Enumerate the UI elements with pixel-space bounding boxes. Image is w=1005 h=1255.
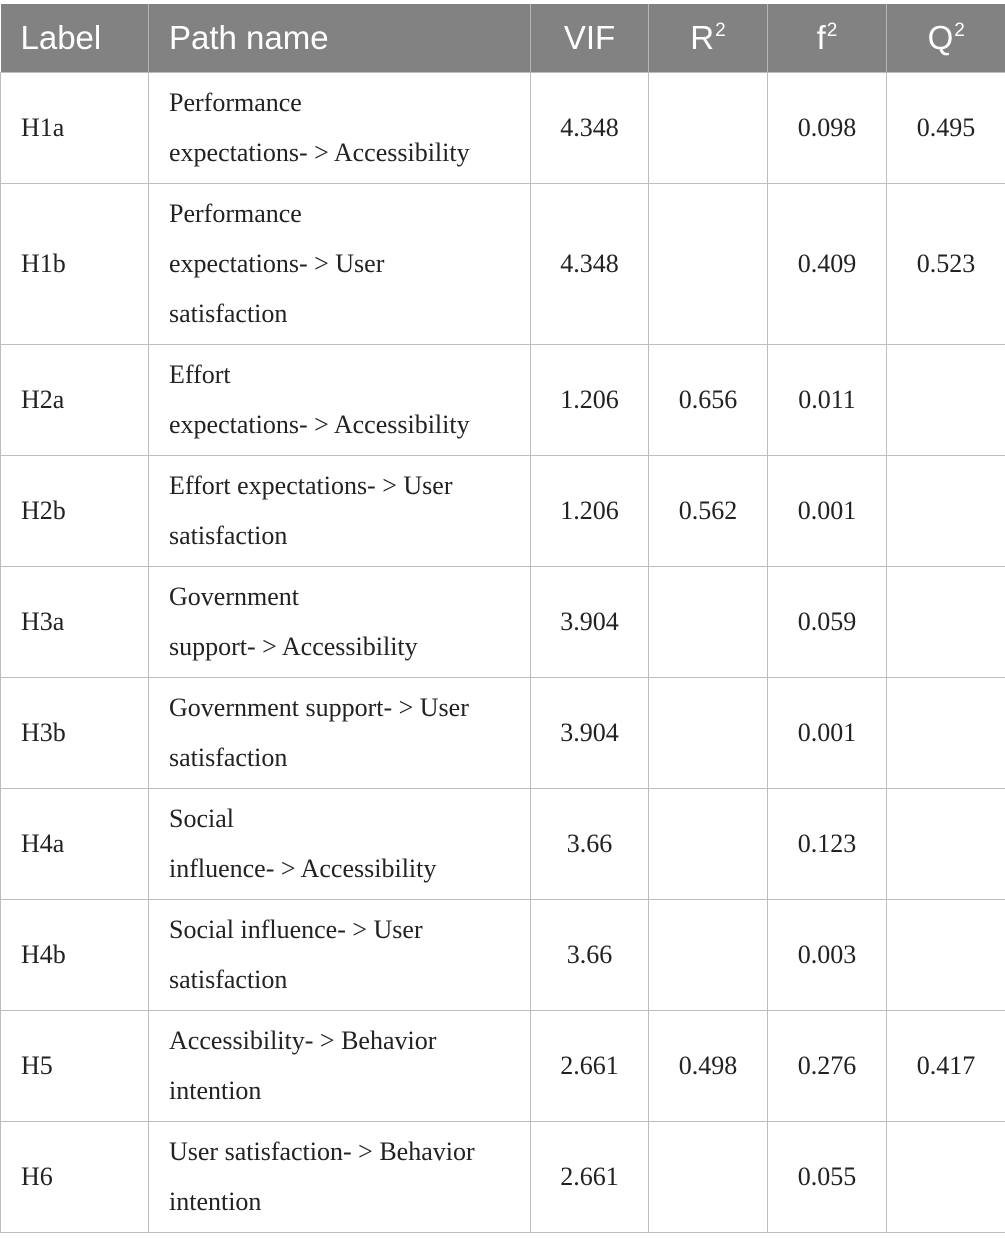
cell-vif: 3.904 bbox=[531, 677, 649, 788]
cell-f-squared: 0.011 bbox=[768, 344, 887, 455]
cell-r-squared bbox=[649, 566, 768, 677]
path-name-line: Government support- > User bbox=[169, 692, 469, 722]
cell-f-squared: 0.098 bbox=[768, 72, 887, 183]
table-row bbox=[1, 1121, 1005, 1232]
table-body bbox=[1, 72, 1005, 1232]
path-name-line: influence- > Accessibility bbox=[169, 853, 437, 883]
cell-f-squared: 0.001 bbox=[768, 455, 887, 566]
cell-path-name bbox=[149, 1121, 531, 1232]
cell-path-name bbox=[149, 566, 531, 677]
path-name-line: expectations- > Accessibility bbox=[169, 409, 470, 439]
table-row bbox=[1, 788, 1005, 899]
header-path-name: Path name bbox=[149, 4, 531, 72]
header-f-base: f bbox=[816, 18, 826, 56]
path-name-line: Effort expectations- > User bbox=[169, 470, 453, 500]
cell-vif: 3.66 bbox=[531, 788, 649, 899]
cell-vif: 2.661 bbox=[531, 1010, 649, 1121]
cell-f-squared: 0.003 bbox=[768, 899, 887, 1010]
table-row bbox=[1, 566, 1005, 677]
cell-f-squared: 0.409 bbox=[768, 183, 887, 344]
cell-label: H3a bbox=[1, 566, 149, 677]
cell-label: H4b bbox=[1, 899, 149, 1010]
path-name-line: satisfaction bbox=[169, 520, 288, 550]
header-f-superscript: 2 bbox=[826, 19, 838, 41]
cell-q-squared: 0.523 bbox=[887, 183, 1005, 344]
cell-vif: 3.904 bbox=[531, 566, 649, 677]
cell-q-squared bbox=[887, 788, 1005, 899]
cell-q-squared bbox=[887, 1121, 1005, 1232]
cell-path-name bbox=[149, 788, 531, 899]
header-q-superscript: 2 bbox=[954, 19, 965, 41]
path-name-line: satisfaction bbox=[169, 742, 288, 772]
table-row bbox=[1, 1010, 1005, 1121]
cell-r-squared bbox=[649, 1121, 768, 1232]
cell-label: H2b bbox=[1, 455, 149, 566]
path-name-line: Government bbox=[169, 581, 299, 611]
cell-label: H3b bbox=[1, 677, 149, 788]
cell-label: H2a bbox=[1, 344, 149, 455]
cell-r-squared: 0.498 bbox=[649, 1010, 768, 1121]
path-name-line: User satisfaction- > Behavior bbox=[169, 1136, 475, 1166]
cell-path-name bbox=[149, 1010, 531, 1121]
cell-path-name bbox=[149, 72, 531, 183]
header-q-squared bbox=[887, 4, 1005, 72]
cell-path-name bbox=[149, 455, 531, 566]
cell-f-squared: 0.276 bbox=[768, 1010, 887, 1121]
cell-vif: 1.206 bbox=[531, 344, 649, 455]
cell-q-squared bbox=[887, 455, 1005, 566]
cell-vif: 3.66 bbox=[531, 899, 649, 1010]
table-row bbox=[1, 72, 1005, 183]
cell-vif: 1.206 bbox=[531, 455, 649, 566]
cell-r-squared bbox=[649, 183, 768, 344]
cell-q-squared bbox=[887, 344, 1005, 455]
cell-r-squared: 0.656 bbox=[649, 344, 768, 455]
header-r-base: R bbox=[690, 18, 715, 56]
cell-vif: 4.348 bbox=[531, 72, 649, 183]
path-name-line: intention bbox=[169, 1075, 262, 1105]
cell-label: H1b bbox=[1, 183, 149, 344]
path-name-line: expectations- > Accessibility bbox=[169, 137, 470, 167]
cell-label: H5 bbox=[1, 1010, 149, 1121]
path-name-line: Social bbox=[169, 803, 234, 833]
path-name-line: Performance bbox=[169, 198, 302, 228]
cell-r-squared bbox=[649, 72, 768, 183]
table-row bbox=[1, 677, 1005, 788]
cell-q-squared: 0.417 bbox=[887, 1010, 1005, 1121]
path-name-line: expectations- > User bbox=[169, 248, 385, 278]
cell-path-name bbox=[149, 344, 531, 455]
cell-f-squared: 0.123 bbox=[768, 788, 887, 899]
table-row bbox=[1, 455, 1005, 566]
cell-path-name bbox=[149, 899, 531, 1010]
cell-q-squared: 0.495 bbox=[887, 72, 1005, 183]
header-q-base: Q bbox=[927, 18, 954, 56]
cell-r-squared bbox=[649, 788, 768, 899]
cell-q-squared bbox=[887, 899, 1005, 1010]
table-row bbox=[1, 344, 1005, 455]
cell-label: H4a bbox=[1, 788, 149, 899]
header-row bbox=[1, 4, 1005, 72]
path-name-line: Effort bbox=[169, 359, 231, 389]
path-name-line: Performance bbox=[169, 87, 302, 117]
path-name-line: Accessibility- > Behavior bbox=[169, 1025, 437, 1055]
path-name-line: satisfaction bbox=[169, 964, 288, 994]
header-label: Label bbox=[1, 4, 149, 72]
cell-label: H1a bbox=[1, 72, 149, 183]
path-name-line: intention bbox=[169, 1186, 262, 1216]
cell-f-squared: 0.001 bbox=[768, 677, 887, 788]
table-row bbox=[1, 183, 1005, 344]
cell-f-squared: 0.055 bbox=[768, 1121, 887, 1232]
header-r-squared bbox=[649, 4, 768, 72]
path-name-line: support- > Accessibility bbox=[169, 631, 418, 661]
path-name-line: satisfaction bbox=[169, 298, 288, 328]
header-r-superscript: 2 bbox=[715, 19, 726, 41]
cell-q-squared bbox=[887, 677, 1005, 788]
cell-r-squared bbox=[649, 677, 768, 788]
cell-vif: 2.661 bbox=[531, 1121, 649, 1232]
cell-path-name bbox=[149, 183, 531, 344]
cell-vif: 4.348 bbox=[531, 183, 649, 344]
cell-r-squared: 0.562 bbox=[649, 455, 768, 566]
cell-r-squared bbox=[649, 899, 768, 1010]
table-row bbox=[1, 899, 1005, 1010]
path-name-line: Social influence- > User bbox=[169, 914, 423, 944]
cell-q-squared bbox=[887, 566, 1005, 677]
results-table bbox=[0, 4, 1005, 1233]
cell-label: H6 bbox=[1, 1121, 149, 1232]
cell-f-squared: 0.059 bbox=[768, 566, 887, 677]
header-vif: VIF bbox=[531, 4, 649, 72]
header-f-squared bbox=[768, 4, 887, 72]
cell-path-name bbox=[149, 677, 531, 788]
